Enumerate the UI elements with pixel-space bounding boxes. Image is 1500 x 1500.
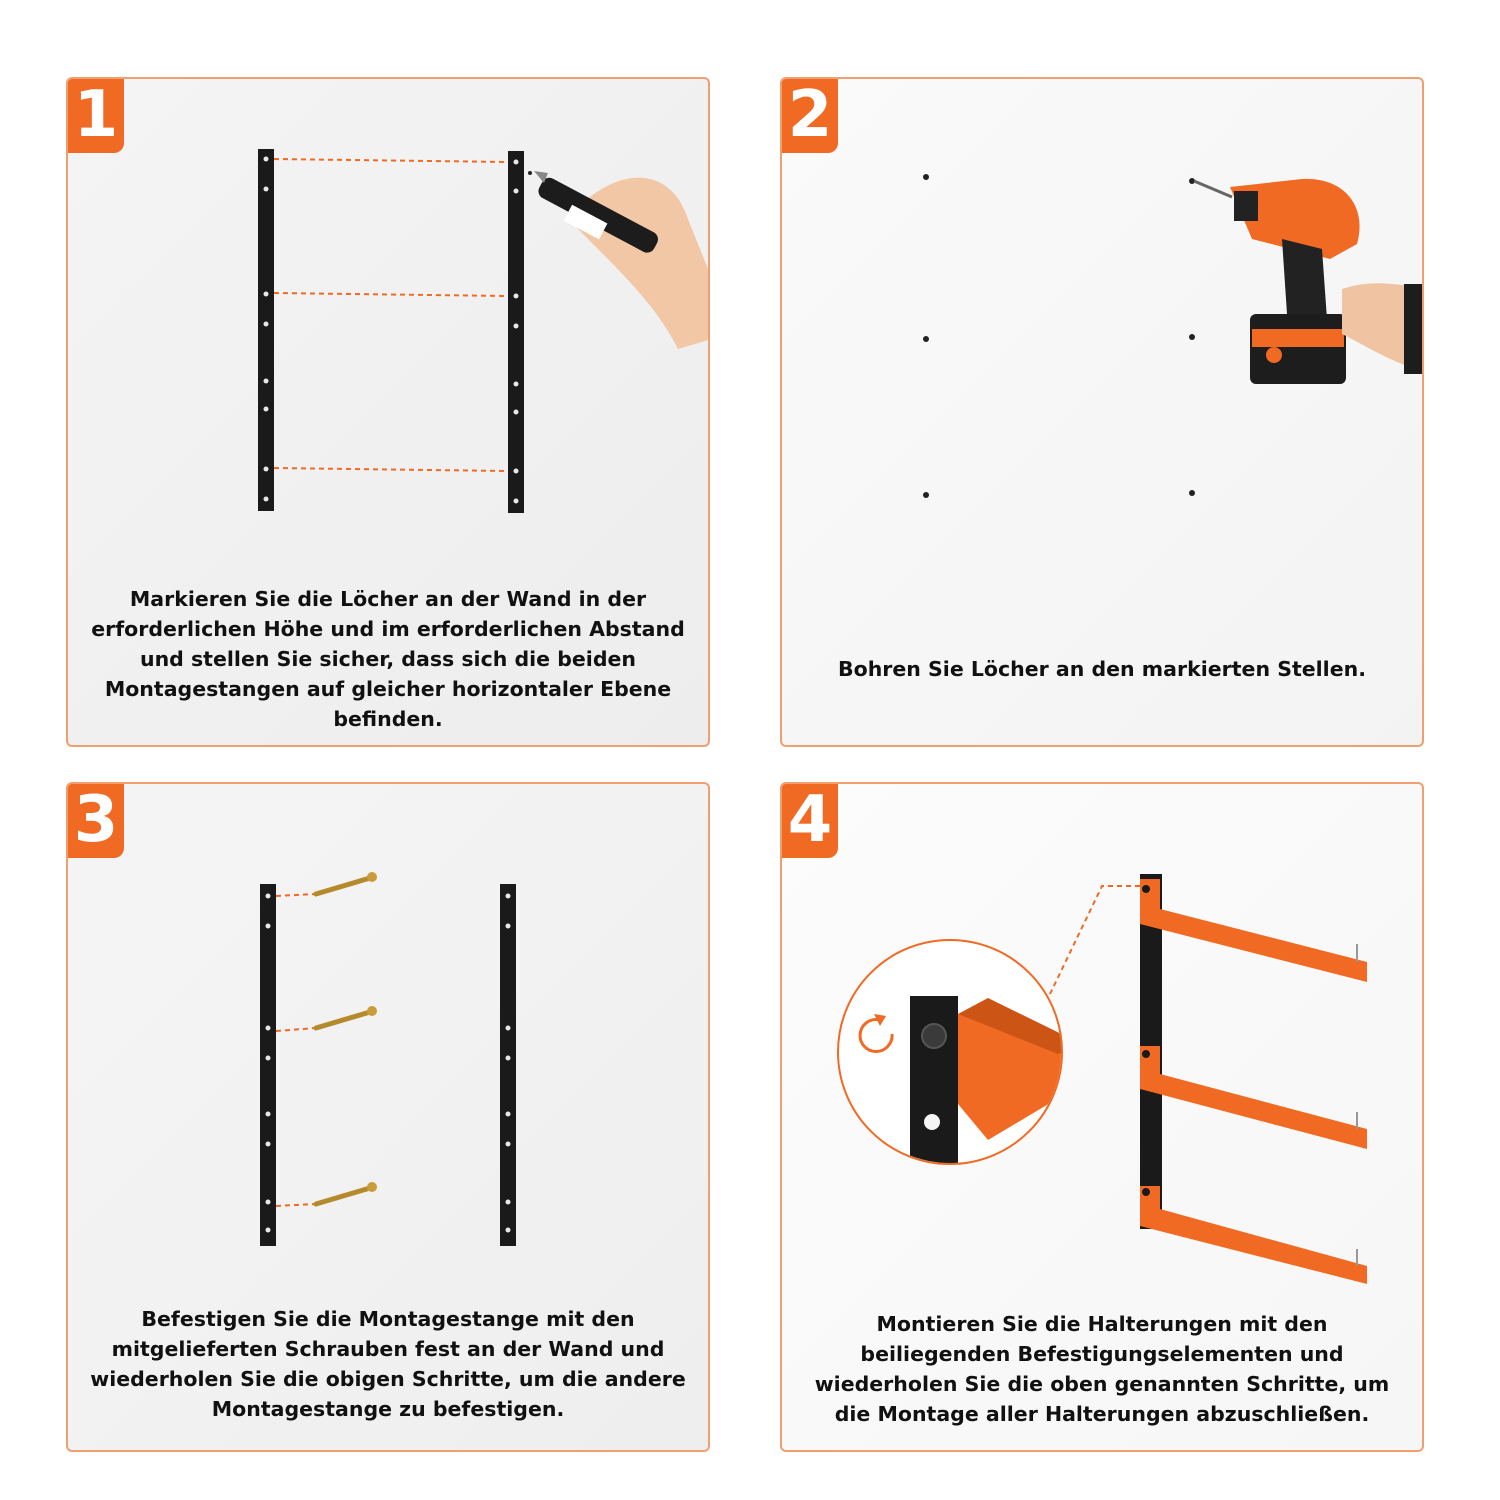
drilled-holes	[923, 174, 1195, 498]
step-4-panel	[780, 782, 1424, 1452]
step-4-illustration	[782, 784, 1424, 1284]
step-2-illustration	[782, 79, 1424, 579]
bracket-arms	[1140, 879, 1367, 1284]
step-number-badge: 4	[780, 782, 838, 858]
step-2-panel	[780, 77, 1424, 747]
step-number-badge: 3	[66, 782, 124, 858]
detail-magnifier	[838, 940, 1082, 1186]
step-3-illustration	[68, 784, 710, 1284]
power-drill-icon	[1194, 179, 1424, 384]
step-instruction: Markieren Sie die Löcher an der Wand in der erforderlichen Höhe und im erforderlichen Abstand und stellen Sie sicher, dass sich die beiden Montagestangen auf gleicher horizontaler Ebene befinden.	[91, 587, 685, 731]
step-1-illustration	[68, 79, 710, 579]
step-number-badge: 1	[66, 77, 124, 153]
marker-pen-icon	[528, 171, 710, 349]
step-instruction: Bohren Sie Löcher an den markierten Stellen.	[837, 657, 1366, 681]
mounting-bar-left	[258, 149, 274, 511]
step-1-panel	[66, 77, 710, 747]
step-instruction: Montieren Sie die Halterungen mit den beiliegenden Befestigungselementen und wiederholen Sie die oben genannten Schritte, um die Montage aller Halterungen abzuschließen.	[814, 1312, 1390, 1426]
step-number-badge: 2	[780, 77, 838, 153]
mounting-bar-left	[260, 884, 276, 1246]
mounting-bar-right	[500, 884, 516, 1246]
step-3-panel	[66, 782, 710, 1452]
mounting-bar-right	[508, 151, 524, 513]
wood-screw-icon	[316, 872, 377, 1204]
step-instruction: Befestigen Sie die Montagestange mit den mitgelieferten Schrauben fest an der Wand und wiederholen Sie die obigen Schritte, um die andere Montagestange zu befestigen.	[90, 1307, 686, 1421]
